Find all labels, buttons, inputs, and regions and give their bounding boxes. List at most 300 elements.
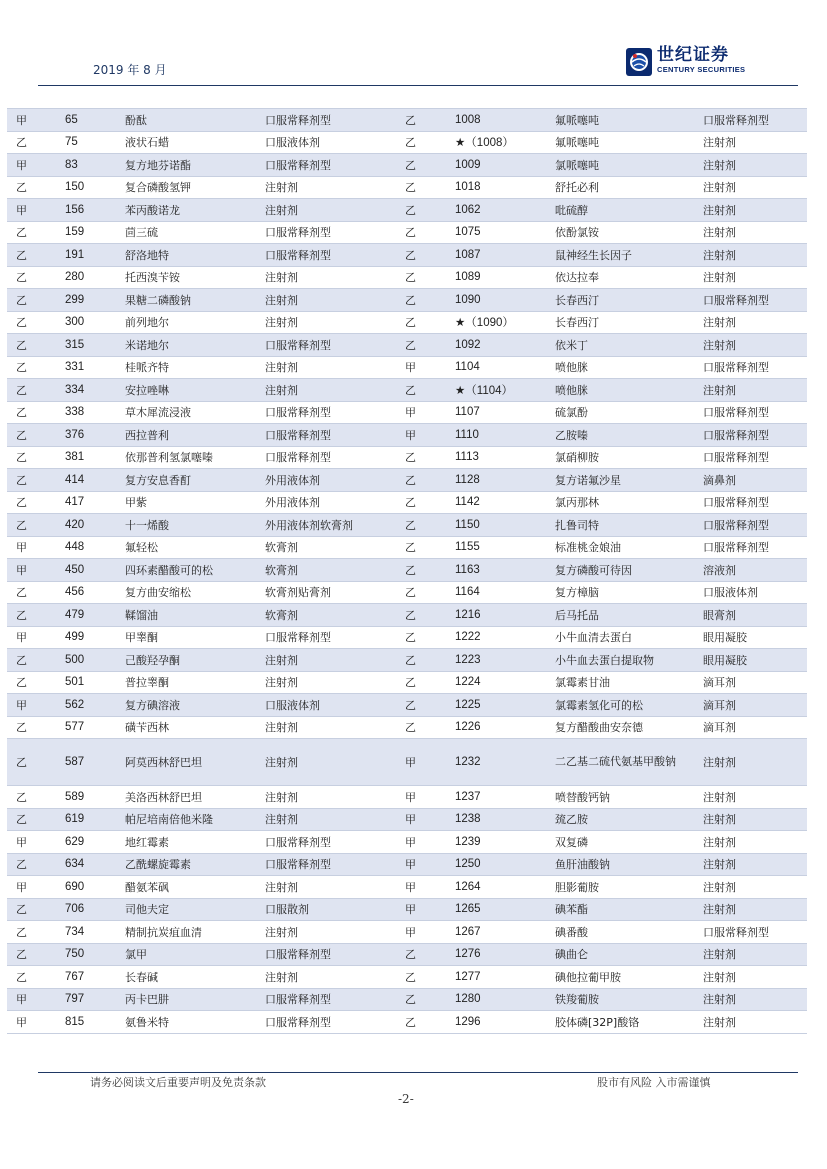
number-cell: 1113 — [447, 446, 547, 469]
category-cell: 乙 — [7, 853, 57, 876]
category-cell: 甲 — [7, 626, 57, 649]
category-cell: 乙 — [7, 266, 57, 289]
dosage-form-cell: 注射剂 — [257, 808, 397, 831]
number-cell: 1265 — [447, 898, 547, 921]
drug-name-cell: 复方地芬诺酯 — [117, 154, 257, 177]
dosage-form-cell: 注射剂 — [257, 289, 397, 312]
category-cell: 乙 — [397, 109, 447, 132]
category-cell: 乙 — [7, 176, 57, 199]
category-cell: 乙 — [397, 469, 447, 492]
category-cell: 甲 — [7, 109, 57, 132]
category-cell: 乙 — [7, 446, 57, 469]
table-row — [7, 379, 807, 402]
number-cell: 150 — [57, 176, 117, 199]
number-cell: 376 — [57, 424, 117, 447]
drug-name-cell: 氯甲 — [117, 943, 257, 966]
category-cell: 甲 — [397, 853, 447, 876]
category-cell: 乙 — [7, 716, 57, 739]
dosage-form-cell: 滴耳剂 — [695, 716, 807, 739]
category-cell: 乙 — [397, 334, 447, 357]
table-row — [7, 716, 807, 739]
category-cell: 甲 — [397, 831, 447, 854]
drug-name-cell: 复方樟脑 — [547, 581, 695, 604]
drug-name-cell: 鱼肝油酸钠 — [547, 853, 695, 876]
disclaimer-note: 请务必阅读文后重要声明及免责条款 — [90, 1076, 266, 1089]
category-cell: 甲 — [7, 988, 57, 1011]
dosage-form-cell: 注射剂 — [257, 716, 397, 739]
number-cell: 1089 — [447, 266, 547, 289]
number-cell: 315 — [57, 334, 117, 357]
table-row — [7, 199, 807, 222]
number-cell: 1110 — [447, 424, 547, 447]
drug-name-cell: 帕尼培南倍他米隆 — [117, 808, 257, 831]
dosage-form-cell: 口服常释剂型 — [695, 446, 807, 469]
drug-name-cell: 喷他脒 — [547, 356, 695, 379]
number-cell: 1232 — [447, 739, 547, 786]
dosage-form-cell: 口服常释剂型 — [257, 154, 397, 177]
dosage-form-cell: 注射剂 — [695, 876, 807, 899]
drug-name-cell: 氟轻松 — [117, 536, 257, 559]
table-row — [7, 649, 807, 672]
number-cell: 1164 — [447, 581, 547, 604]
number-cell: 500 — [57, 649, 117, 672]
category-cell: 甲 — [7, 559, 57, 582]
number-cell: 1087 — [447, 244, 547, 267]
category-cell: 乙 — [397, 491, 447, 514]
category-cell: 甲 — [397, 876, 447, 899]
drug-name-cell: 西拉普利 — [117, 424, 257, 447]
table-row — [7, 966, 807, 989]
drug-name-cell: 胆影葡胺 — [547, 876, 695, 899]
category-cell: 甲 — [397, 739, 447, 786]
dosage-form-cell: 口服常释剂型 — [695, 109, 807, 132]
dosage-form-cell: 注射剂 — [695, 221, 807, 244]
table-row — [7, 786, 807, 809]
table-row — [7, 176, 807, 199]
number-cell: 414 — [57, 469, 117, 492]
drug-name-cell: 精制抗炭疽血清 — [117, 921, 257, 944]
number-cell: 1008 — [447, 109, 547, 132]
drug-name-cell: 小牛血清去蛋白 — [547, 626, 695, 649]
number-cell: ★（1008） — [447, 131, 547, 154]
dosage-form-cell: 外用液体剂 — [257, 469, 397, 492]
drug-name-cell: 己酸羟孕酮 — [117, 649, 257, 672]
drug-name-cell: 碘番酸 — [547, 921, 695, 944]
category-cell: 甲 — [7, 199, 57, 222]
number-cell: 479 — [57, 604, 117, 627]
number-cell: 1224 — [447, 671, 547, 694]
dosage-form-cell: 口服常释剂型 — [695, 356, 807, 379]
footer-rule — [38, 1072, 798, 1073]
drug-name-cell: 桂哌齐特 — [117, 356, 257, 379]
category-cell: 乙 — [7, 469, 57, 492]
number-cell: 1009 — [447, 154, 547, 177]
table-row — [7, 943, 807, 966]
category-cell: 乙 — [7, 244, 57, 267]
drug-name-cell: 复合磷酸氢钾 — [117, 176, 257, 199]
drug-name-cell: 喷替酸钙钠 — [547, 786, 695, 809]
dosage-form-cell: 口服常释剂型 — [695, 536, 807, 559]
drug-name-cell: 二乙基二硫代氨基甲酸钠 — [547, 739, 695, 786]
category-cell: 甲 — [7, 831, 57, 854]
drug-name-cell: 胶体磷[32P]酸铬 — [547, 1011, 695, 1034]
globe-icon — [625, 47, 653, 77]
table-row — [7, 694, 807, 717]
number-cell: 1155 — [447, 536, 547, 559]
logo-name-en: CENTURY SECURITIES — [657, 65, 746, 74]
number-cell: 338 — [57, 401, 117, 424]
drug-name-cell: 十一烯酸 — [117, 514, 257, 537]
category-cell: 乙 — [397, 1011, 447, 1034]
drug-name-cell: 依酚氯铵 — [547, 221, 695, 244]
dosage-form-cell: 口服常释剂型 — [257, 401, 397, 424]
table-row — [7, 1011, 807, 1034]
table-row — [7, 154, 807, 177]
number-cell: 1216 — [447, 604, 547, 627]
dosage-form-cell: 注射剂 — [257, 311, 397, 334]
drug-name-cell: 铁羧葡胺 — [547, 988, 695, 1011]
drug-name-cell: 氯硝柳胺 — [547, 446, 695, 469]
dosage-form-cell: 口服常释剂型 — [257, 988, 397, 1011]
dosage-form-cell: 注射剂 — [257, 356, 397, 379]
dosage-form-cell: 注射剂 — [695, 966, 807, 989]
table-row — [7, 559, 807, 582]
dosage-form-cell: 软膏剂 — [257, 559, 397, 582]
category-cell: 甲 — [397, 786, 447, 809]
category-cell: 乙 — [7, 671, 57, 694]
dosage-form-cell: 眼膏剂 — [695, 604, 807, 627]
table-row — [7, 514, 807, 537]
table-row — [7, 921, 807, 944]
category-cell: 甲 — [7, 536, 57, 559]
dosage-form-cell: 注射剂 — [695, 898, 807, 921]
drug-name-cell: 美洛西林舒巴坦 — [117, 786, 257, 809]
drug-name-cell: 氟哌噻吨 — [547, 131, 695, 154]
category-cell: 乙 — [7, 898, 57, 921]
drug-name-cell: 硫氯酚 — [547, 401, 695, 424]
category-cell: 甲 — [397, 401, 447, 424]
drug-name-cell: 长春西汀 — [547, 289, 695, 312]
header-rule — [38, 85, 798, 86]
dosage-form-cell: 注射剂 — [257, 649, 397, 672]
category-cell: 乙 — [397, 966, 447, 989]
dosage-form-cell: 注射剂 — [257, 671, 397, 694]
drug-name-cell: 双复磷 — [547, 831, 695, 854]
number-cell: 1163 — [447, 559, 547, 582]
category-cell: 乙 — [7, 604, 57, 627]
drug-name-cell: 碘曲仑 — [547, 943, 695, 966]
drug-name-cell: 阿莫西林舒巴坦 — [117, 739, 257, 786]
table-row — [7, 446, 807, 469]
category-cell: 乙 — [397, 289, 447, 312]
category-cell: 甲 — [7, 876, 57, 899]
dosage-form-cell: 软膏剂 — [257, 536, 397, 559]
number-cell: 1296 — [447, 1011, 547, 1034]
number-cell: 1250 — [447, 853, 547, 876]
category-cell: 甲 — [7, 1011, 57, 1034]
drug-name-cell: 普拉睾酮 — [117, 671, 257, 694]
table-row — [7, 311, 807, 334]
drug-name-cell: 小牛血去蛋白提取物 — [547, 649, 695, 672]
table-row — [7, 581, 807, 604]
number-cell: 1104 — [447, 356, 547, 379]
dosage-form-cell: 注射剂 — [695, 154, 807, 177]
dosage-form-cell: 口服常释剂型 — [257, 626, 397, 649]
number-cell: 1223 — [447, 649, 547, 672]
category-cell: 乙 — [397, 671, 447, 694]
page-number: -2- — [398, 1092, 414, 1106]
drug-name-cell: 氯霉素甘油 — [547, 671, 695, 694]
dosage-form-cell: 滴鼻剂 — [695, 469, 807, 492]
category-cell: 甲 — [397, 898, 447, 921]
number-cell: 75 — [57, 131, 117, 154]
drug-name-cell: 碘苯酯 — [547, 898, 695, 921]
table-row — [7, 898, 807, 921]
table-row — [7, 739, 807, 786]
drug-name-cell: 托西溴苄铵 — [117, 266, 257, 289]
table-row — [7, 266, 807, 289]
category-cell: 乙 — [7, 786, 57, 809]
drug-name-cell: 依米丁 — [547, 334, 695, 357]
number-cell: 420 — [57, 514, 117, 537]
number-cell: 577 — [57, 716, 117, 739]
number-cell: 1092 — [447, 334, 547, 357]
number-cell: 1280 — [447, 988, 547, 1011]
drug-name-cell: 复方安息香酊 — [117, 469, 257, 492]
number-cell: 587 — [57, 739, 117, 786]
number-cell: 1107 — [447, 401, 547, 424]
number-cell: 300 — [57, 311, 117, 334]
dosage-form-cell: 口服常释剂型 — [695, 491, 807, 514]
category-cell: 乙 — [7, 966, 57, 989]
dosage-form-cell: 口服常释剂型 — [695, 401, 807, 424]
dosage-form-cell: 口服常释剂型 — [257, 943, 397, 966]
dosage-form-cell: 外用液体剂软膏剂 — [257, 514, 397, 537]
dosage-form-cell: 注射剂 — [257, 966, 397, 989]
dosage-form-cell: 滴耳剂 — [695, 694, 807, 717]
drug-name-cell: 乙胺嗪 — [547, 424, 695, 447]
table-row — [7, 469, 807, 492]
dosage-form-cell: 口服常释剂型 — [695, 289, 807, 312]
dosage-form-cell: 口服常释剂型 — [257, 446, 397, 469]
category-cell: 乙 — [7, 649, 57, 672]
category-cell: 乙 — [397, 716, 447, 739]
category-cell: 乙 — [7, 581, 57, 604]
number-cell: 1222 — [447, 626, 547, 649]
drug-name-cell: 复方碘溶液 — [117, 694, 257, 717]
category-cell: 乙 — [7, 921, 57, 944]
dosage-form-cell: 注射剂 — [695, 334, 807, 357]
logo-name-cn: 世纪证券 — [657, 45, 729, 65]
dosage-form-cell: 口服常释剂型 — [257, 221, 397, 244]
dosage-form-cell: 注射剂 — [695, 786, 807, 809]
drug-name-cell: 长春碱 — [117, 966, 257, 989]
number-cell: 589 — [57, 786, 117, 809]
drug-name-cell: 舒托必利 — [547, 176, 695, 199]
number-cell: 159 — [57, 221, 117, 244]
number-cell: 280 — [57, 266, 117, 289]
dosage-form-cell: 外用液体剂 — [257, 491, 397, 514]
number-cell: 1062 — [447, 199, 547, 222]
category-cell: 乙 — [7, 221, 57, 244]
category-cell: 乙 — [397, 446, 447, 469]
category-cell: 甲 — [397, 921, 447, 944]
category-cell: 乙 — [7, 491, 57, 514]
drug-name-cell: 液状石蜡 — [117, 131, 257, 154]
category-cell: 乙 — [7, 808, 57, 831]
table-row — [7, 491, 807, 514]
drug-name-cell: 甲睾酮 — [117, 626, 257, 649]
drug-name-cell: 喷他脒 — [547, 379, 695, 402]
dosage-form-cell: 口服常释剂型 — [257, 244, 397, 267]
drug-name-cell: 氯霉素氢化可的松 — [547, 694, 695, 717]
dosage-form-cell: 口服液体剂 — [257, 694, 397, 717]
dosage-form-cell: 口服常释剂型 — [695, 921, 807, 944]
category-cell: 乙 — [397, 266, 447, 289]
number-cell: 629 — [57, 831, 117, 854]
header-date: 2019 年 8 月 — [93, 63, 167, 77]
dosage-form-cell: 注射剂 — [695, 831, 807, 854]
drug-name-cell: 司他夫定 — [117, 898, 257, 921]
number-cell: 1264 — [447, 876, 547, 899]
dosage-form-cell: 眼用凝胶 — [695, 649, 807, 672]
category-cell: 乙 — [7, 289, 57, 312]
drug-name-cell: 碘他拉葡甲胺 — [547, 966, 695, 989]
category-cell: 甲 — [397, 808, 447, 831]
drug-name-cell: 长春西汀 — [547, 311, 695, 334]
table-row — [7, 853, 807, 876]
table-row — [7, 808, 807, 831]
category-cell: 乙 — [397, 581, 447, 604]
dosage-form-cell: 注射剂 — [695, 131, 807, 154]
drug-name-cell: 复方醋酸曲安奈德 — [547, 716, 695, 739]
drug-name-cell: 鞣馏油 — [117, 604, 257, 627]
category-cell: 甲 — [7, 154, 57, 177]
dosage-form-cell: 注射剂 — [695, 266, 807, 289]
category-cell: 乙 — [397, 943, 447, 966]
dosage-form-cell: 滴耳剂 — [695, 671, 807, 694]
dosage-form-cell: 注射剂 — [695, 808, 807, 831]
table-row — [7, 424, 807, 447]
drug-name-cell: 米诺地尔 — [117, 334, 257, 357]
category-cell: 乙 — [397, 154, 447, 177]
dosage-form-cell: 注射剂 — [695, 1011, 807, 1034]
drug-name-cell: 氟哌噻吨 — [547, 109, 695, 132]
number-cell: 1276 — [447, 943, 547, 966]
number-cell: 501 — [57, 671, 117, 694]
category-cell: 甲 — [7, 694, 57, 717]
dosage-form-cell: 注射剂 — [695, 244, 807, 267]
dosage-form-cell: 注射剂 — [257, 876, 397, 899]
table-row — [7, 831, 807, 854]
drug-name-cell: 草木犀流浸液 — [117, 401, 257, 424]
number-cell: 767 — [57, 966, 117, 989]
number-cell: 1237 — [447, 786, 547, 809]
drug-name-cell: 磺苄西林 — [117, 716, 257, 739]
category-cell: 甲 — [397, 356, 447, 379]
drug-name-cell: 甲紫 — [117, 491, 257, 514]
category-cell: 乙 — [7, 131, 57, 154]
category-cell: 乙 — [397, 514, 447, 537]
number-cell: 499 — [57, 626, 117, 649]
dosage-form-cell: 注射剂 — [695, 311, 807, 334]
number-cell: 734 — [57, 921, 117, 944]
number-cell: 706 — [57, 898, 117, 921]
dosage-form-cell: 注射剂 — [695, 199, 807, 222]
number-cell: 1075 — [447, 221, 547, 244]
table-row — [7, 131, 807, 154]
table-row — [7, 876, 807, 899]
number-cell: 450 — [57, 559, 117, 582]
dosage-form-cell: 注射剂 — [695, 739, 807, 786]
number-cell: 381 — [57, 446, 117, 469]
dosage-form-cell: 注射剂 — [257, 266, 397, 289]
table-row — [7, 356, 807, 379]
table-row — [7, 401, 807, 424]
table-row — [7, 109, 807, 132]
category-cell: 乙 — [397, 244, 447, 267]
number-cell: 1238 — [447, 808, 547, 831]
table-row — [7, 334, 807, 357]
category-cell: 乙 — [397, 176, 447, 199]
drug-name-cell: 乙酰螺旋霉素 — [117, 853, 257, 876]
number-cell: 634 — [57, 853, 117, 876]
drug-name-cell: 前列地尔 — [117, 311, 257, 334]
drug-name-cell: 丙卡巴肼 — [117, 988, 257, 1011]
number-cell: 562 — [57, 694, 117, 717]
category-cell: 乙 — [7, 424, 57, 447]
category-cell: 乙 — [397, 988, 447, 1011]
dosage-form-cell: 口服散剂 — [257, 898, 397, 921]
drug-name-cell: 氯哌噻吨 — [547, 154, 695, 177]
number-cell: 1239 — [447, 831, 547, 854]
table-row — [7, 221, 807, 244]
number-cell: 331 — [57, 356, 117, 379]
category-cell: 乙 — [397, 649, 447, 672]
number-cell: 299 — [57, 289, 117, 312]
category-cell: 乙 — [397, 694, 447, 717]
dosage-form-cell: 口服常释剂型 — [257, 853, 397, 876]
number-cell: 797 — [57, 988, 117, 1011]
drug-name-cell: 四环素醋酸可的松 — [117, 559, 257, 582]
drug-name-cell: 舒洛地特 — [117, 244, 257, 267]
number-cell: 83 — [57, 154, 117, 177]
dosage-form-cell: 注射剂 — [257, 379, 397, 402]
dosage-form-cell: 注射剂 — [695, 988, 807, 1011]
dosage-form-cell: 软膏剂贴膏剂 — [257, 581, 397, 604]
number-cell: ★（1090） — [447, 311, 547, 334]
risk-warning: 股市有风险 入市需谨慎 — [597, 1076, 711, 1089]
drug-name-cell: 苯丙酸诺龙 — [117, 199, 257, 222]
drug-name-cell: 氯丙那林 — [547, 491, 695, 514]
dosage-form-cell: 口服常释剂型 — [257, 334, 397, 357]
number-cell: 191 — [57, 244, 117, 267]
table-row — [7, 289, 807, 312]
category-cell: 乙 — [7, 401, 57, 424]
dosage-form-cell: 注射剂 — [257, 176, 397, 199]
dosage-form-cell: 注射剂 — [695, 379, 807, 402]
category-cell: 乙 — [397, 536, 447, 559]
drug-name-cell: 复方诺氟沙星 — [547, 469, 695, 492]
table-row — [7, 536, 807, 559]
drug-name-cell: 酚酞 — [117, 109, 257, 132]
table-row — [7, 671, 807, 694]
number-cell: 1128 — [447, 469, 547, 492]
category-cell: 乙 — [397, 131, 447, 154]
number-cell: 1150 — [447, 514, 547, 537]
drug-name-cell: 依达拉奉 — [547, 266, 695, 289]
drug-name-cell: 后马托品 — [547, 604, 695, 627]
